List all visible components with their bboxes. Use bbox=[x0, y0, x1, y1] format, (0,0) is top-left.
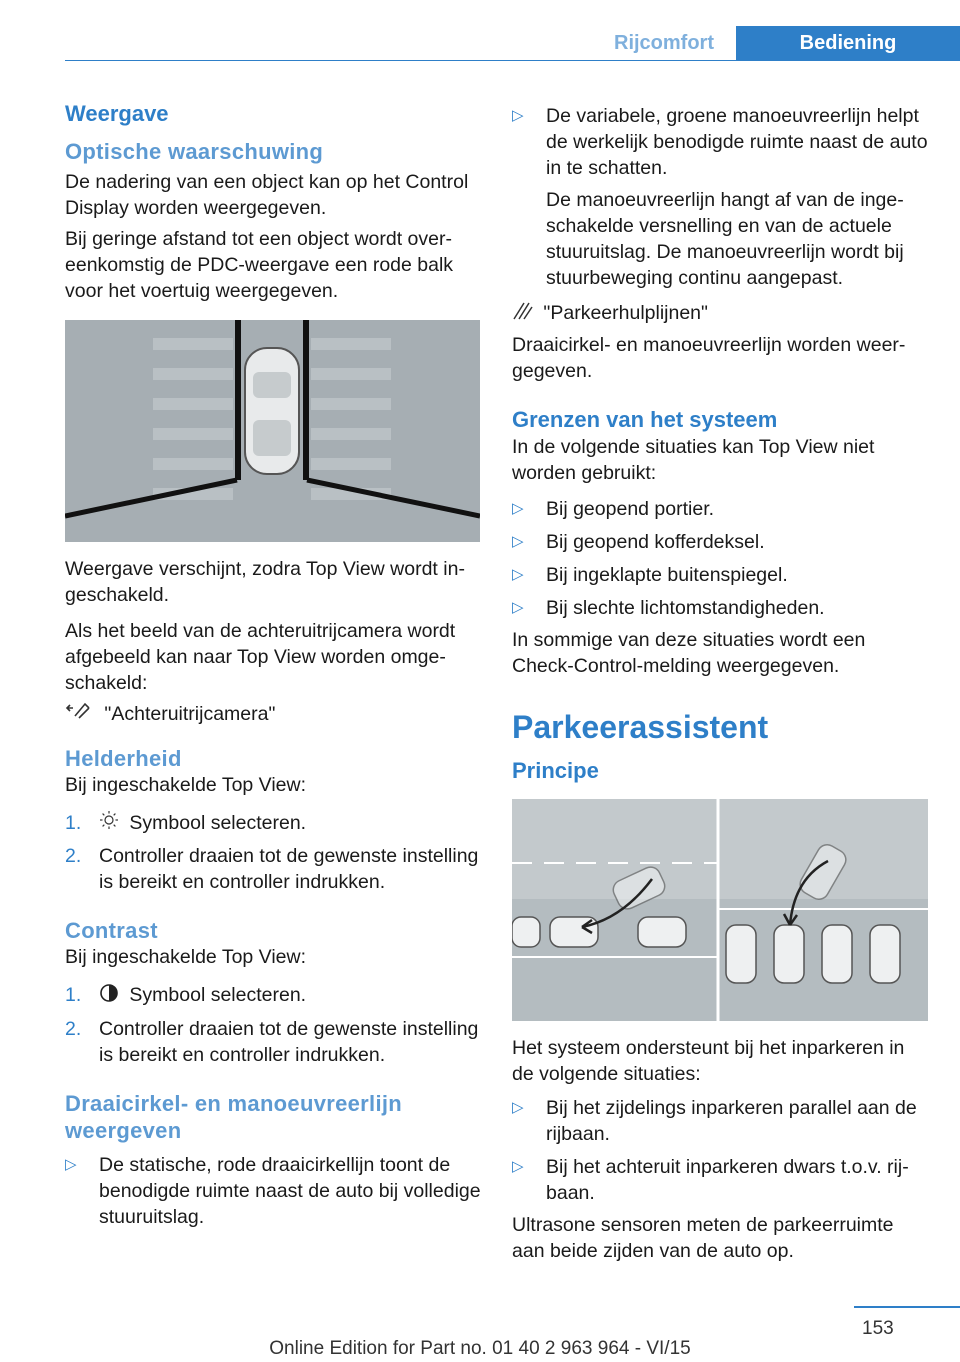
step-number: 1. bbox=[65, 812, 82, 834]
list-item-text: Bij het achteruit inparkeren dwars t.o.v. rijbaan. bbox=[546, 1156, 909, 1204]
paragraph-afstand: Bij geringe afstand tot een object wordt overeenkomstig de PDC-weergave een rode balk voor het voertuig weergegeven. bbox=[65, 228, 454, 302]
step-number: 2. bbox=[65, 1017, 82, 1040]
paragraph-verschijnt: Weergave verschijnt, zodra Top View wordt ingeschakeld. bbox=[65, 558, 465, 606]
step-number: 2. bbox=[65, 845, 82, 868]
heading-contrast: Contrast bbox=[65, 918, 158, 944]
paragraph-manoeuvreer: De manoeuvreerlijn hangt af van de ingeschakelde versnelling en van de actuele stuuruitslag. De manoeuvreerlijn wordt bij stuurbeweging continu aangepast. bbox=[546, 189, 904, 289]
header-tab-section: Rijcomfort bbox=[592, 26, 736, 61]
helderheid-intro: Bij ingeschakelde Top View: bbox=[65, 774, 307, 796]
contrast-intro: Bij ingeschakelde Top View: bbox=[65, 946, 307, 969]
step-text: Symbool selecteren. bbox=[129, 984, 307, 1007]
paragraph-situaties: In de volgende situaties kan Top View niet worden gebruikt: bbox=[512, 436, 875, 484]
sun-icon bbox=[99, 810, 119, 837]
heading-helderheid: Helderheid bbox=[65, 746, 182, 771]
triangle-bullet-icon: ▷ bbox=[512, 107, 524, 124]
list-item-text: Bij ingeklapte buitenspiegel. bbox=[546, 564, 788, 586]
hulplijnen-label: "Parkeerhulplijnen" bbox=[543, 301, 708, 324]
paragraph-beeld: Als het beeld van de achteruitrijcamera wordt afgebeeld kan naar Top View worden omgeschakeld: bbox=[65, 620, 456, 694]
triangle-bullet-icon: ▷ bbox=[512, 599, 524, 616]
camera-row bbox=[65, 700, 485, 729]
heading-principe: Principe bbox=[512, 758, 599, 783]
hulplijnen-row bbox=[512, 299, 930, 328]
list-item bbox=[512, 496, 930, 522]
topview-illustration bbox=[65, 320, 480, 542]
paragraph-check: In sommige van deze situaties wordt een Check-Control-melding weergegeven. bbox=[512, 629, 866, 677]
triangle-bullet-icon: ▷ bbox=[512, 566, 524, 583]
heading-parkeerassistent: Parkeerassistent bbox=[512, 709, 769, 745]
list-item bbox=[65, 843, 485, 895]
paragraph-ondersteunt: Het systeem ondersteunt bij het inparkeren in de volgende situaties: bbox=[512, 1037, 905, 1085]
edition-footer: Online Edition for Part no. 01 40 2 963 964 - VI/15 bbox=[269, 1338, 691, 1359]
list-item bbox=[65, 1152, 485, 1230]
bullet-statische: De statische, rode draaicirkellijn toont de benodigde ruimte naast de auto bij volledige stuuruitslag. bbox=[99, 1153, 481, 1228]
list-item bbox=[65, 1016, 485, 1068]
triangle-bullet-icon: ▷ bbox=[65, 1155, 77, 1173]
heading-grenzen: Grenzen van het systeem bbox=[512, 407, 778, 432]
header-rule bbox=[65, 60, 960, 61]
contrast-steps bbox=[65, 982, 485, 1067]
list-item-text: Bij geopend portier. bbox=[546, 498, 715, 520]
camera-label: "Achteruitrijcamera" bbox=[104, 702, 276, 725]
list-item bbox=[512, 1154, 930, 1206]
list-item bbox=[512, 1095, 930, 1147]
parking-illustration bbox=[512, 799, 928, 1021]
list-item bbox=[65, 810, 485, 837]
left-column bbox=[65, 100, 485, 1230]
step-number: 1. bbox=[65, 984, 82, 1007]
principe-list bbox=[512, 1095, 930, 1206]
paragraph-nadering: De nadering van een object kan op het Control Display worden weergegeven. bbox=[65, 171, 469, 219]
triangle-bullet-icon: ▷ bbox=[512, 1099, 524, 1116]
topview-image bbox=[65, 320, 480, 542]
step-text: Symbool selecteren. bbox=[129, 812, 307, 834]
triangle-bullet-icon: ▷ bbox=[512, 533, 524, 550]
list-item-text: Bij geopend kofferdeksel. bbox=[546, 531, 765, 553]
header-tab-chapter: Bediening bbox=[736, 26, 960, 61]
heading-optische-waarschuwing: Optische waarschuwing bbox=[65, 139, 324, 164]
step-text: Controller draaien tot de gewenste instelling is bereikt en controller indrukken. bbox=[99, 845, 479, 894]
heading-draaicirkel: Draaicirkel- en manoeuvreerlijn weergeven bbox=[65, 1090, 403, 1143]
triangle-bullet-icon: ▷ bbox=[512, 1158, 524, 1175]
list-item bbox=[512, 562, 930, 588]
list-item bbox=[512, 529, 930, 555]
contrast-icon bbox=[99, 983, 119, 1010]
page-number: 153 bbox=[862, 1318, 894, 1339]
paragraph-draaicirkel: Draaicirkel- en manoeuvreerlijn worden weergegeven. bbox=[512, 334, 906, 382]
heading-weergave: Weergave bbox=[65, 101, 169, 126]
triangle-bullet-icon: ▷ bbox=[512, 500, 524, 517]
step-text: Controller draaien tot de gewenste instelling is bereikt en controller indrukken. bbox=[99, 1017, 479, 1066]
paragraph-ultrasone: Ultrasone sensoren meten de parkeerruimte aan beide zijden van de auto op. bbox=[512, 1214, 894, 1262]
helderheid-steps bbox=[65, 810, 485, 895]
list-item bbox=[512, 595, 930, 621]
parking-principle-image bbox=[512, 799, 928, 1021]
bullet-variabele: De variabele, groene manoeuvreerlijn helpt de werkelijk benodigde ruimte naast de auto in te schatten. bbox=[546, 105, 928, 179]
list-item-text: Bij het zijdelings inparkeren parallel aan de rijbaan. bbox=[546, 1097, 917, 1145]
list-item bbox=[65, 982, 485, 1009]
footer-rule bbox=[854, 1306, 960, 1308]
grenzen-list bbox=[512, 496, 930, 621]
parking-lines-icon bbox=[512, 299, 534, 328]
list-item-text: Bij slechte lichtomstandigheden. bbox=[546, 597, 825, 619]
list-item bbox=[512, 103, 930, 181]
camera-icon bbox=[65, 700, 93, 729]
right-column bbox=[512, 100, 930, 1264]
